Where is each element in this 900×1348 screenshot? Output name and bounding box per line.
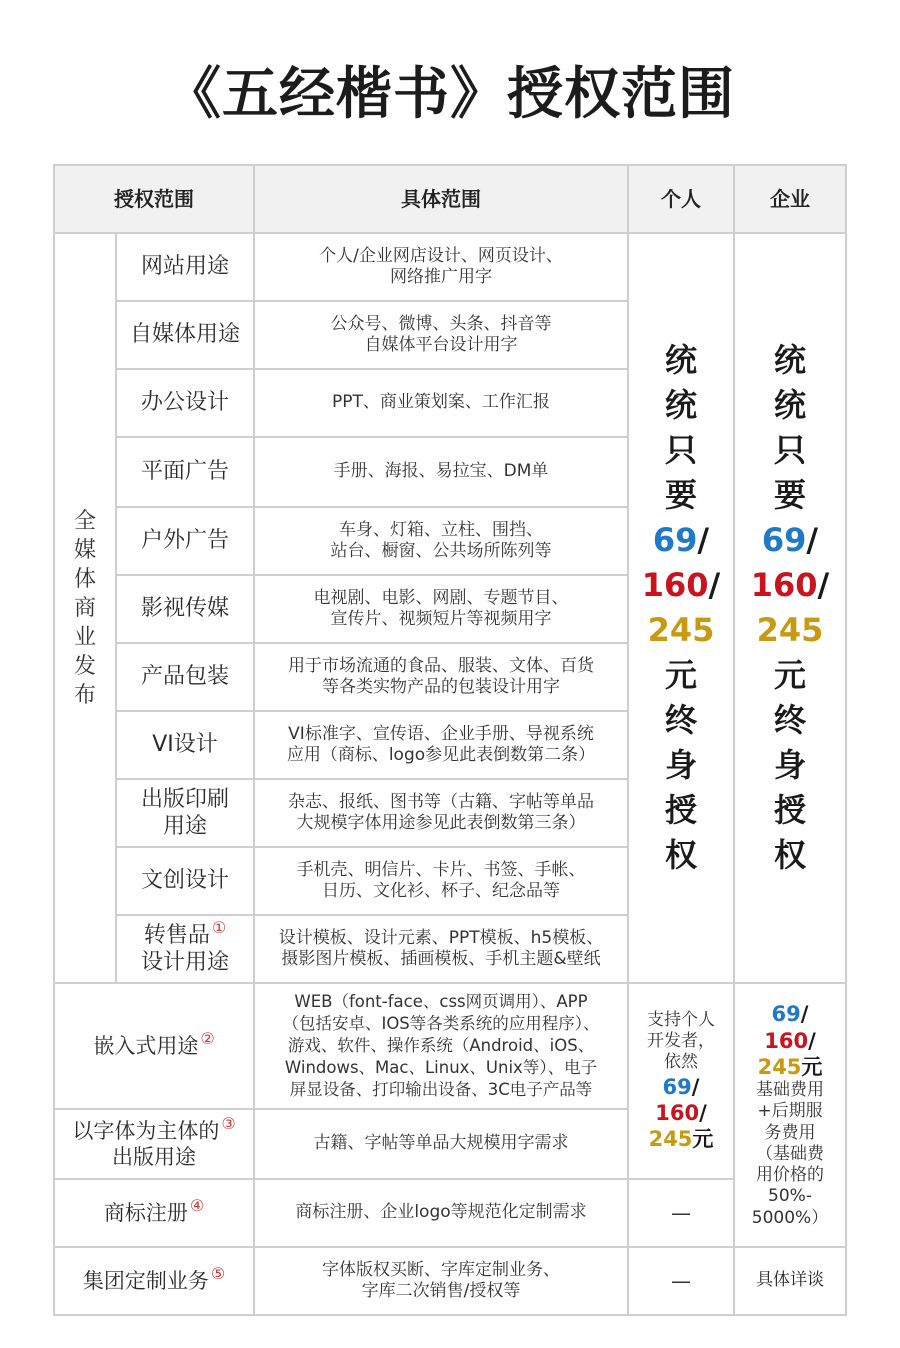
row-description [254,369,628,437]
row-description: 商标注册、企业logo等规范化定制需求 [254,1179,628,1247]
enterprise-negotiable: 具体详谈 [734,1247,846,1315]
row-category: 自媒体用途 [116,301,254,369]
desc-line: 等各类实物产品的包装设计用字 [322,677,560,697]
desc-line: WEB（font-face、css网页调用）、APP [294,992,588,1011]
desc-line: 用于市场流通的食品、服装、文体、百货 [288,655,594,676]
row-category [54,1109,254,1179]
desc-line: （包括安卓、IOS等各类系统的应用程序）、 [282,1014,600,1033]
footnote-marker: ③ [221,1113,236,1133]
price-69: 69 [652,521,698,559]
desc-line: PPT、商业策划案、工作汇报 [332,392,550,413]
row-description [254,301,628,369]
row-description [254,643,628,711]
footnote-marker: ② [200,1028,215,1048]
category-line: 以字体为主体的 [72,1118,220,1143]
header-enterprise: 企业 [734,165,846,233]
category-line: 嵌入式用途 [93,1033,199,1058]
row-description [254,711,628,779]
price-char: 权 [773,836,806,874]
price-160: 160 [750,566,818,604]
desc-line: VI标准字、宣传语、企业手册、导视系统 [288,723,594,744]
row-description [254,1247,628,1315]
price-char: 统 [664,341,697,379]
row-description: 古籍、字帖等单品大规模用字需求 [254,1109,628,1179]
group-label-cell [54,233,116,983]
license-table [53,164,847,1316]
price-160: 160 [655,1100,700,1125]
desc-line: 设计模板、设计元素、PPT模板、h5模板、 [278,927,604,948]
row-category: 文创设计 [116,847,254,915]
price-69: 69 [662,1074,692,1099]
note-line: 开发者， [647,1031,715,1051]
price-char: 身 [773,746,806,784]
row-category: 平面广告 [116,437,254,507]
desc-line: 字库二次销售/授权等 [361,1281,521,1301]
price-245: 245 [648,1127,693,1151]
price-char: 权 [664,836,697,874]
note-line: 50%- [768,1186,812,1207]
desc-line: 大规模字体用途参见此表倒数第三条） [296,813,586,833]
price-char: 只 [664,431,697,469]
desc-line: 日历、文化衫、杯子、纪念品等 [322,881,560,901]
footnote-marker: ⑤ [210,1263,226,1283]
price-245: 245 [756,611,824,649]
row-category: 户外广告 [116,507,254,575]
desc-line: 自媒体平台设计用字 [364,335,518,355]
price-slash: / [817,566,830,604]
price-slash: / [708,566,721,604]
category-line: 出版印刷 [140,786,229,812]
desc-line: 个人/企业网店设计、网页设计、 [319,245,563,266]
desc-line: 杂志、报纸、图书等（古籍、字帖等单品 [288,791,594,812]
desc-line: 网络推广用字 [390,267,492,287]
note-line: 基础费用 [756,1080,824,1100]
desc-line: 站台、橱窗、公共场所陈列等 [330,541,552,561]
personal-price [642,338,720,878]
price-char: 统 [773,341,806,379]
category-line: 出版用途 [112,1145,196,1169]
table-row [54,1179,846,1247]
price-unit: 元 [801,1054,823,1079]
note-line: +后期服 [757,1101,823,1122]
price-char: 终 [773,701,806,739]
price-245: 245 [757,1054,802,1079]
row-description [254,983,628,1109]
category-line: 商标注册 [103,1200,188,1225]
enterprise-embed-cell: 69/ 160/ 245元 基础费用 +后期服 务费用 （基础费 用价格的 50%- 5000%） [734,983,846,1247]
table-header-row [54,165,846,233]
price-char: 元 [773,656,806,694]
row-description [254,575,628,643]
price-char: 只 [773,431,806,469]
row-category [54,983,254,1109]
category-line: 集团定制业务 [82,1268,209,1293]
price-slash: / [697,521,710,559]
footnote-marker: ① [211,917,227,937]
note-line: 用价格的 [756,1165,824,1185]
enterprise-price-cell [734,233,846,983]
header-detail: 具体范围 [254,165,628,233]
desc-line: 游戏、软件、操作系统（Android、iOS、 [287,1036,595,1055]
enterprise-price [751,338,829,878]
row-description [254,779,628,847]
table-row [54,1247,846,1315]
personal-dash: — [628,1179,734,1247]
price-char: 统 [664,386,697,424]
price-char: 终 [664,701,697,739]
header-scope: 授权范围 [54,165,254,233]
row-category: 影视传媒 [116,575,254,643]
desc-line: 手册、海报、易拉宝、DM单 [333,461,549,482]
desc-line: 公众号、微博、头条、抖音等 [330,313,552,334]
row-description [254,507,628,575]
price-69: 69 [761,521,807,559]
category-line: 用途 [162,814,207,839]
row-category: VI设计 [116,711,254,779]
row-description [254,915,628,983]
row-description [254,233,628,301]
price-245: 245 [647,611,715,649]
page-title: 《五经楷书》授权范围 [165,62,735,127]
note-line: 务费用 [764,1122,816,1143]
desc-line: 屏显设备、打印输出设备、3C电子产品等 [289,1080,593,1099]
table-row [54,983,846,1109]
note-line: 支持个人 [647,1009,715,1030]
price-char: 元 [664,656,697,694]
desc-line: 摄影图片模板、插画模板、手机主题&壁纸 [281,949,601,969]
row-category [54,1179,254,1247]
row-category: 网站用途 [116,233,254,301]
row-category [116,915,254,983]
price-char: 要 [773,476,806,514]
price-slash: / [806,521,819,559]
personal-dash: — [628,1247,734,1315]
personal-embed-cell: 支持个人 开发者， 依然 69/ 160/ 245元 [628,983,734,1179]
price-160: 160 [764,1028,809,1053]
desc-line: 宣传片、视频短片等视频用字 [330,609,552,629]
desc-line: 手机壳、明信片、卡片、书签、手帐、 [296,859,586,880]
personal-price-cell [628,233,734,983]
row-category [54,1247,254,1315]
row-category: 办公设计 [116,369,254,437]
note-line: 5000%） [751,1207,829,1228]
row-category: 产品包装 [116,643,254,711]
price-160: 160 [641,566,709,604]
desc-line: Windows、Mac、Linux、Unix等）、电子 [284,1058,598,1077]
price-char: 授 [664,791,697,829]
price-unit: 元 [692,1127,714,1151]
desc-line: 字体版权买断、字库定制业务、 [322,1259,560,1280]
desc-line: 应用（商标、logo参见此表倒数第二条） [286,745,596,765]
price-char: 统 [773,386,806,424]
row-description [254,437,628,507]
desc-line: 车身、灯箱、立柱、围挡、 [339,519,543,540]
row-description [254,847,628,915]
note-line: （基础费 [756,1143,824,1164]
desc-line: 电视剧、电影、网剧、专题节目、 [313,587,569,608]
price-char: 要 [664,476,697,514]
category-line: 转售品 [143,922,210,948]
footnote-marker: ④ [189,1195,205,1215]
group-label: 全媒体商业发布 [73,508,96,708]
table-row [54,233,846,301]
price-char: 授 [773,791,806,829]
row-category [116,779,254,847]
price-char: 身 [664,746,697,784]
category-line: 设计用途 [140,950,229,975]
note-line: 依然 [664,1052,698,1073]
header-personal: 个人 [628,165,734,233]
price-69: 69 [771,1002,801,1027]
